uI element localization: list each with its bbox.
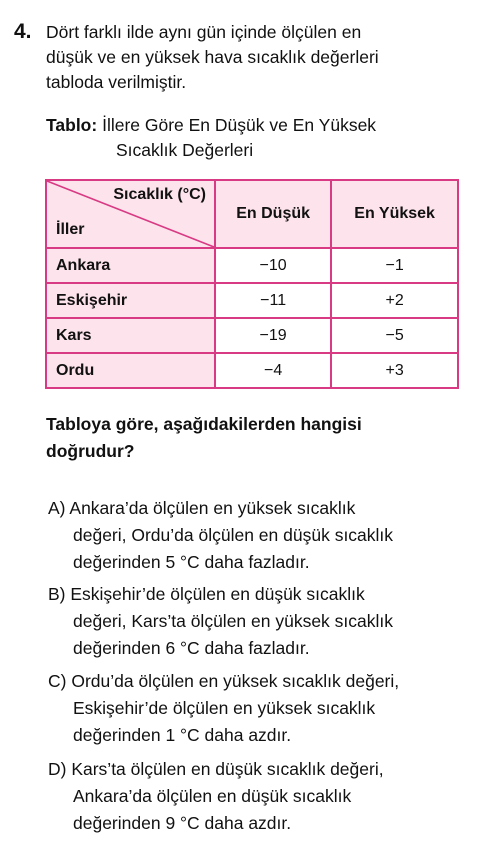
option-line: değerinden 1 °C daha azdır. (73, 725, 292, 745)
question-prompt (46, 411, 466, 465)
answer-option-a[interactable] (48, 495, 478, 576)
corner-label-temperature: Sıcaklık (°C) (113, 186, 206, 203)
low-value-cell: −10 (215, 248, 331, 283)
city-cell: Ankara (46, 248, 215, 283)
answer-option-c[interactable] (48, 668, 478, 749)
option-line: Eskişehir’de ölçülen en yüksek sıcaklık (73, 698, 376, 718)
table-row (46, 318, 458, 353)
table-header-row (46, 180, 458, 248)
high-value-cell: +3 (331, 353, 458, 388)
option-line: değerinden 6 °C daha fazladır. (73, 638, 310, 658)
caption-line: İllere Göre En Düşük ve En Yüksek (102, 115, 377, 135)
city-cell: Eskişehir (46, 283, 215, 318)
option-line: değeri, Ordu’da ölçülen en düşük sıcaklık (73, 525, 394, 545)
option-line: B) Eskişehir’de ölçülen en düşük sıcaklık (48, 584, 365, 604)
stem-line: düşük ve en yüksek hava sıcaklık değerleri (46, 47, 379, 67)
high-value-cell: +2 (331, 283, 458, 318)
column-header-high: En Yüksek (331, 180, 458, 248)
stem-line: Dört farklı ilde aynı gün içinde ölçülen en (46, 22, 362, 42)
table-caption (46, 113, 376, 163)
high-value-cell: −1 (331, 248, 458, 283)
low-value-cell: −4 (215, 353, 331, 388)
answer-option-d[interactable] (48, 756, 478, 837)
option-line: değerinden 9 °C daha azdır. (73, 813, 292, 833)
temperature-table (45, 179, 459, 389)
high-value-cell: −5 (331, 318, 458, 353)
column-header-low: En Düşük (215, 180, 331, 248)
table-row (46, 248, 458, 283)
question-number: 4. (14, 20, 32, 43)
option-line: A) Ankara’da ölçülen en yüksek sıcaklık (48, 498, 356, 518)
answer-option-b[interactable] (48, 581, 478, 662)
caption-label: Tablo: (46, 115, 98, 135)
low-value-cell: −19 (215, 318, 331, 353)
corner-header-cell (46, 180, 215, 248)
prompt-line: doğrudur? (46, 441, 135, 461)
option-line: değerinden 5 °C daha fazladır. (73, 552, 310, 572)
table-row (46, 353, 458, 388)
stem-line: tabloda verilmiştir. (46, 72, 187, 92)
caption-line: Sıcaklık Değerleri (116, 140, 254, 160)
question-stem (46, 20, 466, 95)
option-line: D) Kars’ta ölçülen en düşük sıcaklık değeri, (48, 759, 384, 779)
city-cell: Ordu (46, 353, 215, 388)
low-value-cell: −11 (215, 283, 331, 318)
city-cell: Kars (46, 318, 215, 353)
prompt-line: Tabloya göre, aşağıdakilerden hangisi (46, 414, 362, 434)
corner-label-cities: İller (56, 221, 85, 238)
table-row (46, 283, 458, 318)
option-line: Ankara’da ölçülen en düşük sıcaklık (73, 786, 352, 806)
option-line: C) Ordu’da ölçülen en yüksek sıcaklık değeri, (48, 671, 400, 691)
option-line: değeri, Kars’ta ölçülen en yüksek sıcaklık (73, 611, 394, 631)
